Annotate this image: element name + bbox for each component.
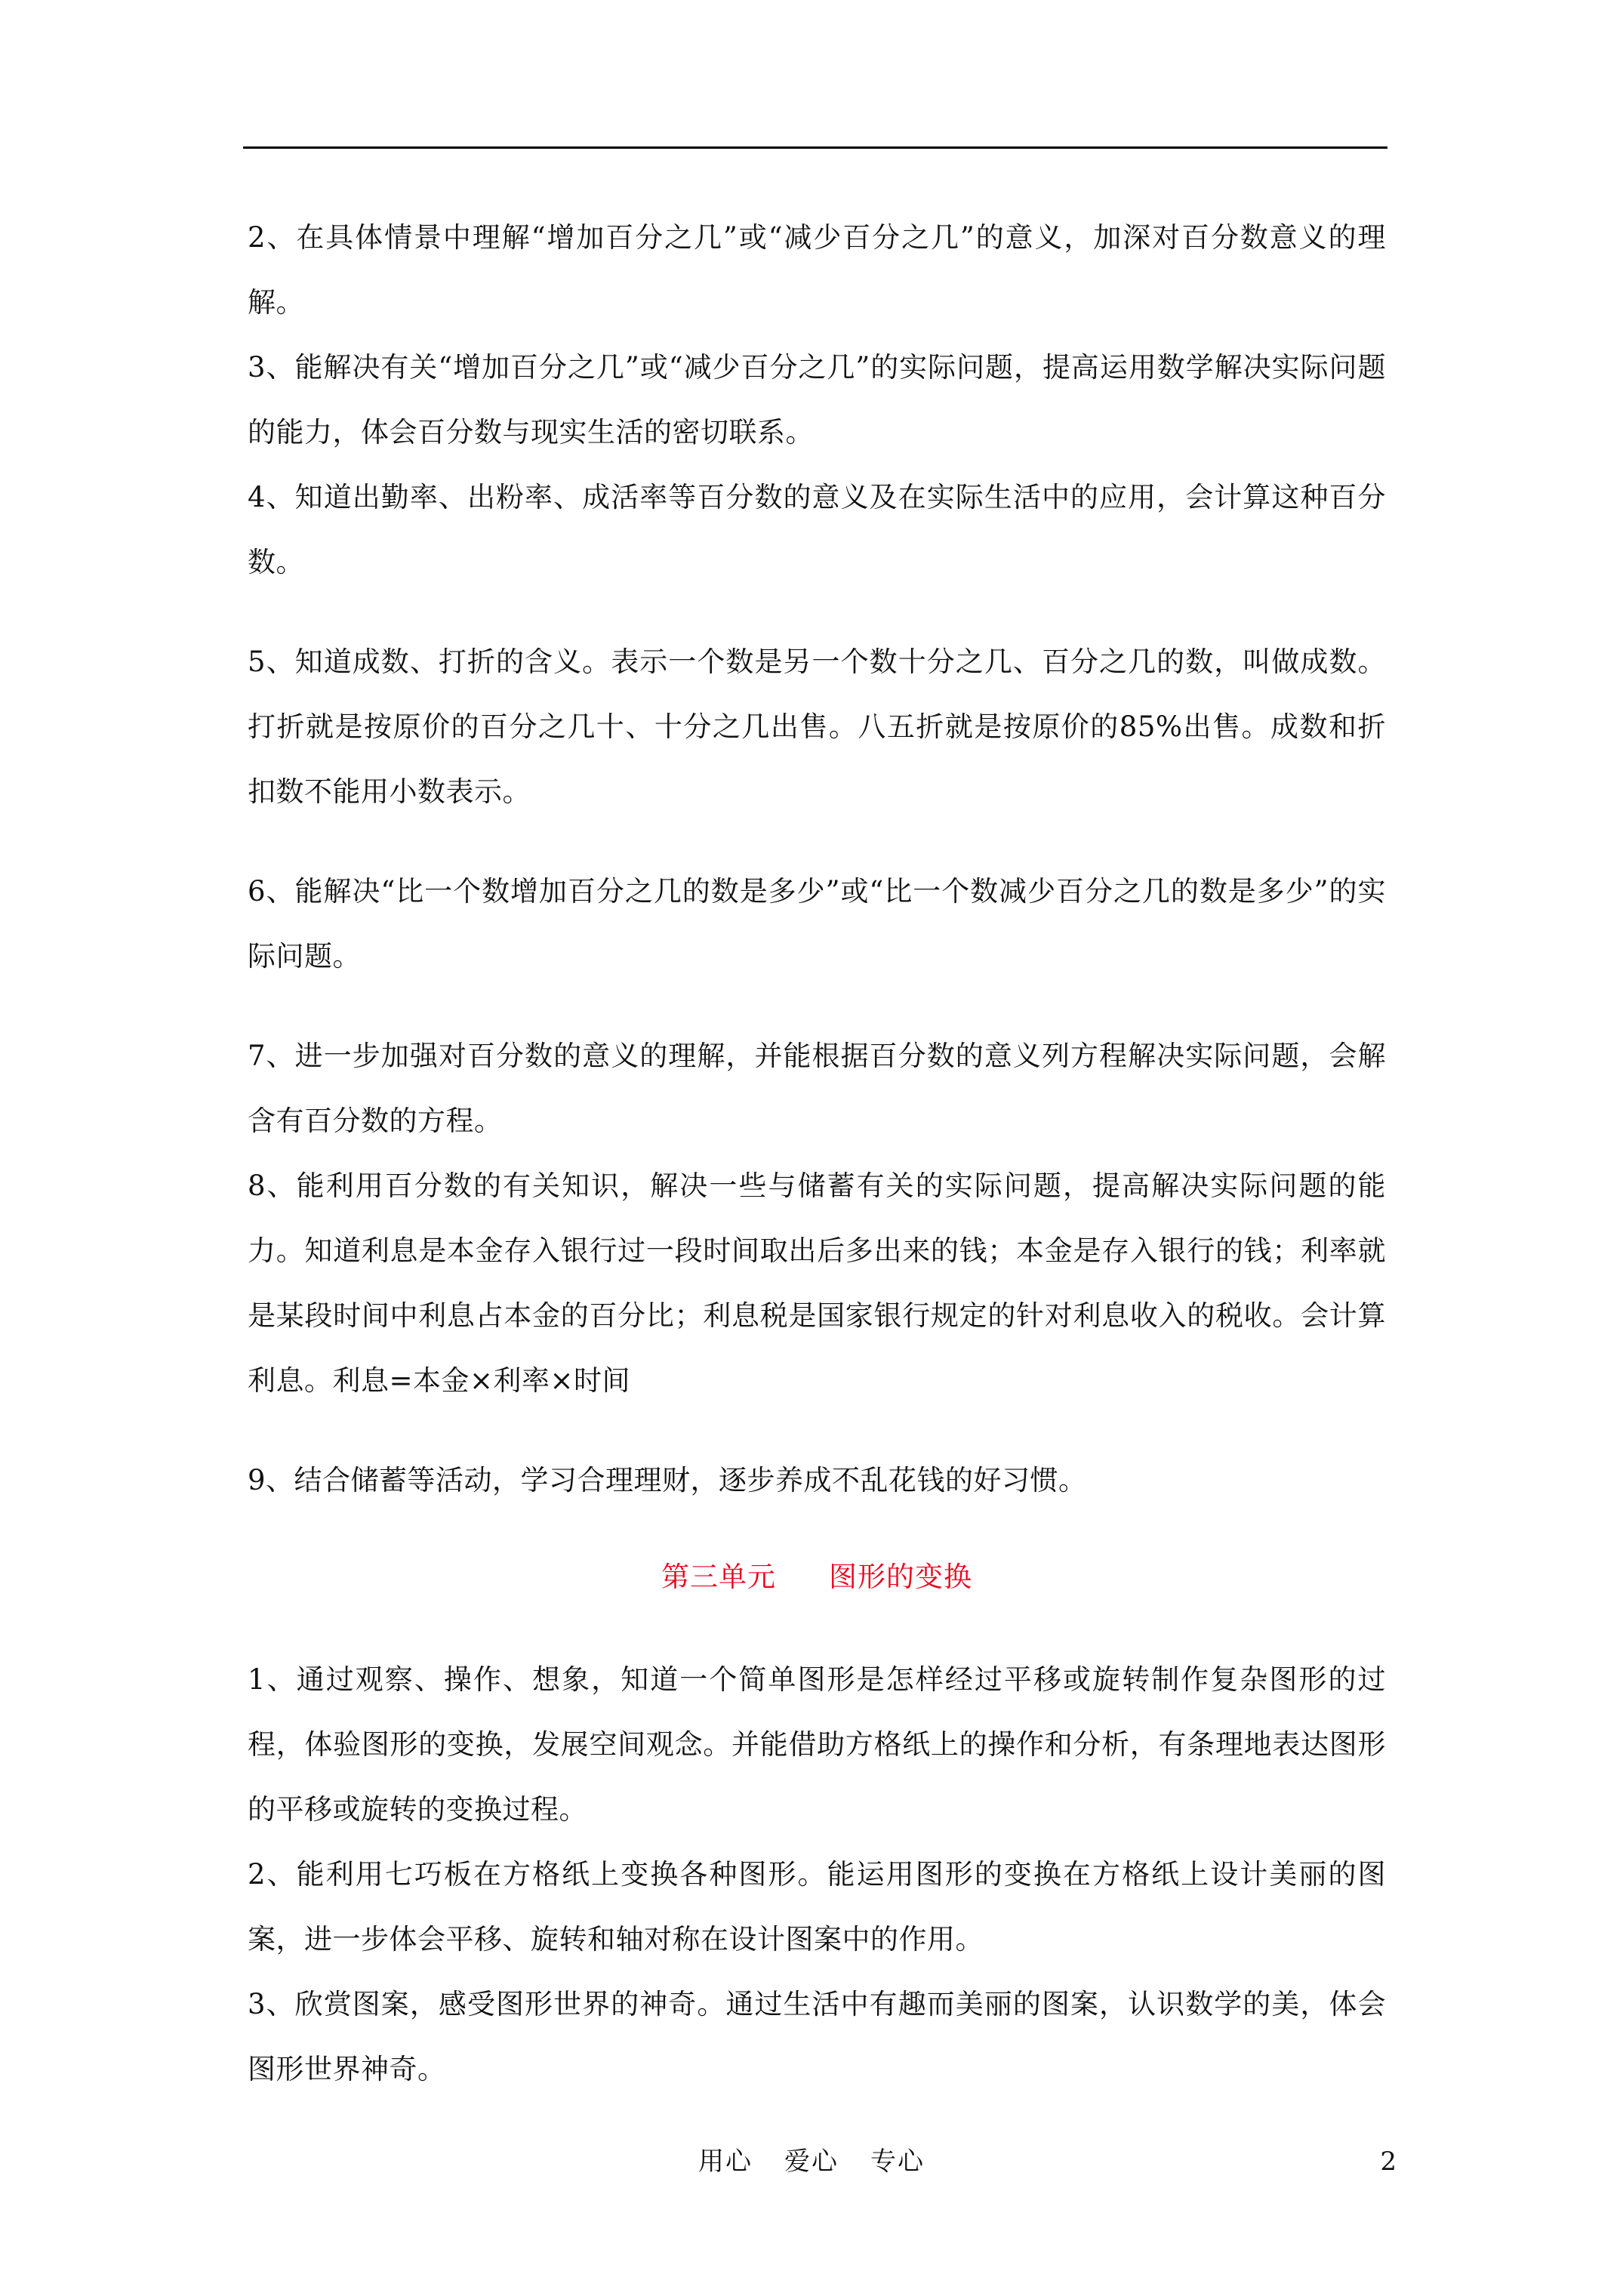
list-item: 6、能解决“比一个数增加百分之几的数是多少”或“比一个数减少百分之几的数是多少”的实际问题。 — [248, 875, 1386, 972]
list-item: 3、欣赏图案，感受图形世界的神奇。通过生活中有趣而美丽的图案，认识数学的美，体会图形世界神奇。 — [248, 1988, 1386, 2085]
list-item: 2、在具体情景中理解“增加百分之几”或“减少百分之几”的意义，加深对百分数意义的理解。 — [248, 221, 1386, 319]
header-rule — [243, 146, 1387, 149]
page-number: 2 — [1380, 2147, 1397, 2177]
list-item: 3、能解决有关“增加百分之几”或“减少百分之几”的实际问题，提高运用数学解决实际问题的能力，体会百分数与现实生活的密切联系。 — [248, 351, 1386, 448]
footer-motto-word: 用心 — [698, 2147, 753, 2177]
list-item: 8、能利用百分数的有关知识，解决一些与储蓄有关的实际问题，提高解决实际问题的能力。知道利息是本金存入银行过一段时间取出后多出来的钱；本金是存入银行的钱；利率就是某段时间中利息占本金的百分比；利息税是国家银行规定的针对利息收入的税收。会计算利息。利息=本金×利率×时间 — [248, 1170, 1386, 1397]
list-item: 2、能利用七巧板在方格纸上变换各种图形。能运用图形的变换在方格纸上设计美丽的图案，进一步体会平移、旋转和轴对称在设计图案中的作用。 — [248, 1858, 1386, 1955]
list-item: 4、知道出勤率、出粉率、成活率等百分数的意义及在实际生活中的应用，会计算这种百分数。 — [248, 481, 1386, 578]
list-item: 7、进一步加强对百分数的意义的理解，并能根据百分数的意义列方程解决实际问题，会解含有百分数的方程。 — [248, 1040, 1386, 1137]
list-item: 5、知道成数、打折的含义。表示一个数是另一个数十分之几、百分之几的数，叫做成数。打折就是按原价的百分之几十、十分之几出售。八五折就是按原价的85%出售。成数和折扣数不能用小数表示。 — [248, 646, 1386, 808]
page-content — [248, 205, 1386, 2102]
section-unit: 第三单元 — [661, 1561, 776, 1593]
section-name: 图形的变换 — [829, 1561, 972, 1593]
list-item: 1、通过观察、操作、想象，知道一个简单图形是怎样经过平移或旋转制作复杂图形的过程，体验图形的变换，发展空间观念。并能借助方格纸上的操作和分析，有条理地表达图形的平移或旋转的变换过程。 — [248, 1663, 1386, 1826]
footer-motto-word: 专心 — [870, 2147, 925, 2177]
list-item: 9、结合储蓄等活动，学习合理理财，逐步养成不乱花钱的好习惯。 — [248, 1464, 1087, 1496]
footer-motto-word: 爱心 — [784, 2147, 839, 2177]
section-title — [248, 1545, 1386, 1610]
